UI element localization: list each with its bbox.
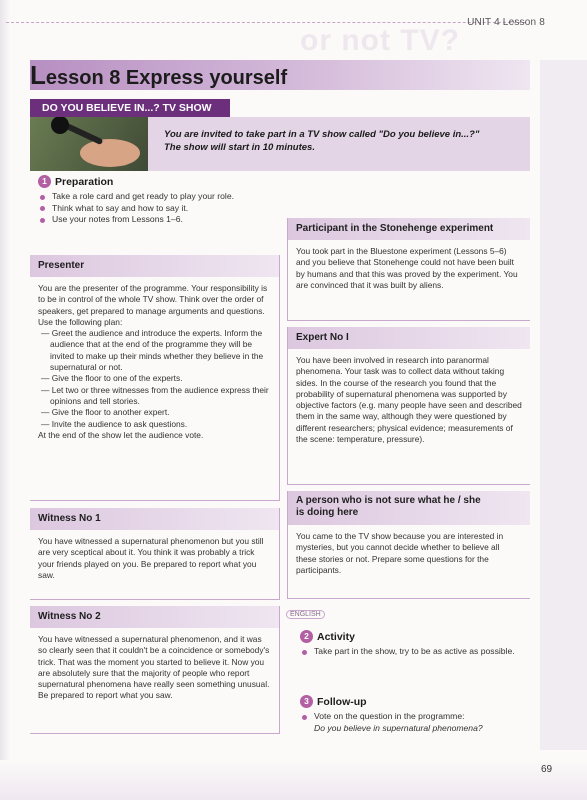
stonehenge-card <box>287 218 530 321</box>
footer-band <box>0 760 587 800</box>
unsure-person-body <box>288 525 530 582</box>
microphone-photo <box>30 117 148 171</box>
unsure-heading-line-2: is doing here <box>296 507 359 518</box>
lesson-title-rest: esson 8 Express yourself <box>45 67 288 89</box>
follow-up-list <box>300 711 525 734</box>
follow-up-question: Do you believe in supernatural phenomena? <box>314 722 483 733</box>
instruction-text <box>164 128 514 154</box>
header-dotted-line <box>6 22 526 23</box>
witness-1-body <box>30 530 279 587</box>
presenter-closing: At the end of the show let the audience vote. <box>38 429 204 440</box>
list-item: Take part in the show, try to be as active as possible. <box>300 646 520 658</box>
tv-show-banner: DO YOU BELIEVE IN...? TV SHOW <box>30 99 230 117</box>
activity-heading-text: Activity <box>317 630 355 643</box>
instruction-line-2: The show will start in 10 minutes. <box>164 142 315 153</box>
list-item: Think what to say and how to say it. <box>38 203 278 215</box>
plan-item: — Give the floor to another expert. <box>41 407 170 418</box>
instruction-line-1: You are invited to take part in a TV show called "Do you believe in...?" <box>164 129 480 140</box>
plan-item: — Greet the audience and introduce the experts. Inform the audience that at the end of the programme they will be invited to make up their minds whether they believe in the supernatural or not. <box>41 328 264 373</box>
witness-1-heading: Witness No 1 <box>30 508 279 530</box>
plan-item: — Invite the audience to ask questions. <box>41 418 188 429</box>
unsure-person-text: You came to the TV show because you are interested in mysteries, but you cannot decide whether to believe all these stories or not. Prepare some questions for the participants. <box>296 531 504 575</box>
step-number-badge: 2 <box>300 630 313 643</box>
preparation-heading <box>38 175 278 188</box>
follow-up-item: Vote on the question in the programme: <box>314 711 465 721</box>
stonehenge-body <box>288 240 530 297</box>
plan-item: — Give the floor to one of the experts. <box>41 373 183 384</box>
witness-2-body <box>30 628 279 708</box>
expert-1-card <box>287 327 530 485</box>
right-margin-strip <box>540 60 587 750</box>
lesson-title <box>30 60 287 93</box>
preparation-heading-text: Preparation <box>55 175 114 188</box>
activity-section <box>300 630 520 658</box>
english-tag: ENGLISH <box>286 610 325 619</box>
list-item: Use your notes from Lessons 1–6. <box>38 214 278 226</box>
stonehenge-text: You took part in the Bluestone experiment (Lessons 5–6) and you believe that Stonehenge could not have been built by humans and that this was proved by the experiment. You are convinced that it was built by aliens. <box>296 246 518 290</box>
expert-1-text: You have been involved in research into paranormal phenomena. Your task was to collect data without taking sides. In the course of the research you found that the probability of supernatural phenomena was supported by objective factors (e.g. many people have seen and described them in the same way, although they were questioned by different researchers; physical evidence; measurements of the scene: temperature, pressure). <box>296 355 522 445</box>
witness-2-heading: Witness No 2 <box>30 606 279 628</box>
unsure-person-heading <box>288 491 530 525</box>
follow-up-heading-text: Follow-up <box>317 695 367 708</box>
presenter-heading: Presenter <box>30 255 279 277</box>
unit-label: UNIT 4 Lesson 8 <box>467 17 545 28</box>
list-item <box>300 711 525 734</box>
presenter-intro: You are the presenter of the programme. Your responsibility is to be in control of the whole TV show. Think over the order of speakers, get prepared to manage arguments and questions. Use the following plan: <box>38 283 268 327</box>
list-item: Take a role card and get ready to play your role. <box>38 191 278 203</box>
activity-heading <box>300 630 520 643</box>
witness-1-card <box>30 508 280 600</box>
preparation-section <box>38 175 278 226</box>
step-number-badge: 3 <box>300 695 313 708</box>
step-number-badge: 1 <box>38 175 51 188</box>
witness-1-text: You have witnessed a supernatural phenomenon but you still are very sceptical about it. You think it was probably a trick your friends played on you. Be prepared to report what you saw. <box>38 536 264 580</box>
witness-2-card <box>30 606 280 734</box>
microphone-icon <box>30 117 148 171</box>
unsure-person-card <box>287 491 530 599</box>
page-spine-shadow <box>0 0 10 800</box>
witness-2-text: You have witnessed a supernatural phenomenon, and it was so clearly seen that it couldn't be a coincidence or somebody's trick. That was the moment you started to believe it. Now you are absolutely sure that the majority of people who report supernatural phenomena have really seen something unusual. Be prepared to report what you saw. <box>38 634 270 701</box>
expert-1-heading: Expert No I <box>288 327 530 349</box>
follow-up-heading <box>300 695 525 708</box>
expert-1-body <box>288 349 530 451</box>
page-number: 69 <box>541 764 553 775</box>
preparation-list <box>38 191 278 226</box>
presenter-card <box>30 255 280 501</box>
lesson-title-initial: L <box>30 60 46 90</box>
unsure-heading-line-1: A person who is not sure what he / she <box>296 495 481 506</box>
background-watermark-title: or not TV? <box>300 24 460 57</box>
follow-up-section <box>300 695 525 734</box>
activity-list <box>300 646 520 658</box>
presenter-body <box>30 277 279 447</box>
stonehenge-heading: Participant in the Stonehenge experiment <box>288 218 530 240</box>
plan-item: — Let two or three witnesses from the audience express their opinions and tell stories. <box>41 384 269 406</box>
